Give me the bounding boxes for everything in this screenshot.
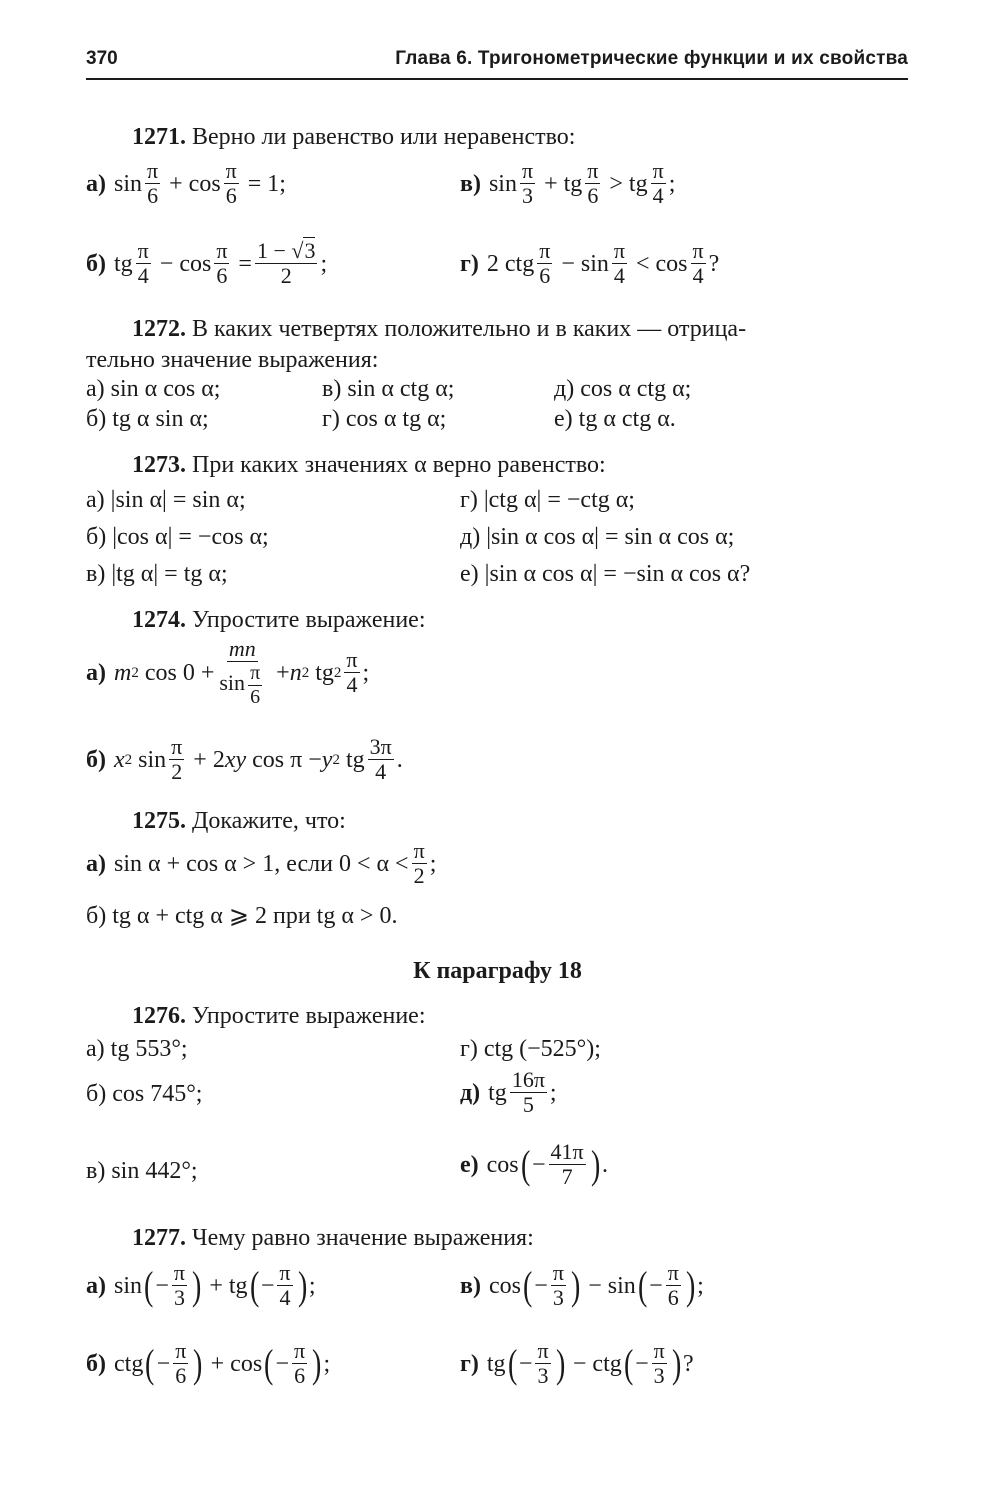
- item: е) tg α ctg α.: [554, 406, 676, 432]
- item-v: в) cos ( − π 3 ) − sin ( − π 6 ) ;: [460, 1260, 704, 1311]
- item-a: а) sin π 6 + cos π 6 = 1;: [86, 158, 286, 209]
- problem-number: 1275.: [132, 808, 186, 834]
- problem-prompt: Докажите, что:: [192, 808, 346, 834]
- item-a: а) sin α + cos α > 1, если 0 < α < π 2 ;: [86, 838, 437, 889]
- problem-1276-title: [132, 1003, 425, 1030]
- problem-1275-title: [132, 808, 346, 835]
- problem-number: 1273.: [132, 452, 186, 478]
- chapter-title: Глава 6. Тригонометрические функции и их свойства: [395, 48, 908, 69]
- problem-number: 1272.: [132, 316, 186, 342]
- item: б) cos 745°;: [86, 1081, 203, 1107]
- problem-number: 1276.: [132, 1003, 186, 1029]
- item-v: в) sin π 3 + tg π 6 > tg π 4 ;: [460, 158, 676, 209]
- item: а) |sin α| = sin α;: [86, 487, 246, 513]
- item-e: е) cos ( − 41π 7 ) .: [460, 1139, 608, 1190]
- problem-prompt: В каких четвертях положительно и в каких — отрица-: [192, 316, 747, 342]
- item: в) sin α ctg α;: [322, 376, 455, 402]
- item-a: а) sin ( − π 3 ) + tg ( − π 4 ) ;: [86, 1260, 316, 1311]
- page-number: 370: [86, 48, 118, 69]
- section-title: К параграфу 18: [413, 958, 582, 984]
- item: г) cos α tg α;: [322, 406, 447, 432]
- problem-prompt: Чему равно значение выражения:: [192, 1225, 534, 1251]
- item: г) ctg (−525°);: [460, 1036, 601, 1062]
- problem-prompt: Упростите выражение:: [192, 607, 426, 633]
- item: д) |sin α cos α| = sin α cos α;: [460, 524, 735, 550]
- page-header: [86, 42, 908, 80]
- item: д) cos α ctg α;: [554, 376, 692, 402]
- problem-1273-title: [132, 452, 606, 479]
- item-d: д) tg 16π 5 ;: [460, 1067, 557, 1118]
- item-b: б) ctg ( − π 6 ) + cos ( − π 6 ) ;: [86, 1338, 331, 1389]
- problem-number: 1274.: [132, 607, 186, 633]
- problem-prompt: При каких значениях α верно равенство:: [192, 452, 606, 478]
- problem-number: 1277.: [132, 1225, 186, 1251]
- item-a: а) m 2 cos 0 + mn sin $\frac{\pi}{6}$ + n 2 tg 2 π 4 ;: [86, 636, 370, 708]
- item: а) sin α cos α;: [86, 376, 221, 402]
- problem-1277-title: [132, 1225, 534, 1252]
- problem-1274-title: [132, 607, 425, 634]
- item: б) tg α sin α;: [86, 406, 209, 432]
- item-g: г) 2 ctg π 6 − sin π 4 < cos π 4 ?: [460, 238, 720, 289]
- item: б) |cos α| = −cos α;: [86, 524, 269, 550]
- item: а) tg 553°;: [86, 1036, 188, 1062]
- problem-prompt: Упростите выражение:: [192, 1003, 426, 1029]
- item-b: б) x 2 sin π 2 + 2 xy cos π − y 2 tg 3π 4 .: [86, 734, 403, 785]
- item: е) |sin α cos α| = −sin α cos α?: [460, 561, 751, 587]
- problem-1272-prompt-line2: тельно значение выражения:: [86, 347, 379, 373]
- problem-prompt: Верно ли равенство или неравенство:: [192, 124, 576, 150]
- item: в) sin 442°;: [86, 1158, 198, 1184]
- item: в) |tg α| = tg α;: [86, 561, 228, 587]
- item: г) |ctg α| = −ctg α;: [460, 487, 635, 513]
- item-b: б) tg π 4 − cos π 6 = 1 − √3 2 ;: [86, 238, 328, 289]
- problem-1272-title: [132, 316, 746, 343]
- item-b: б) tg α + ctg α ⩾ 2 при tg α > 0.: [86, 903, 398, 929]
- problem-1271-title: [132, 124, 575, 151]
- problem-number: 1271.: [132, 124, 186, 150]
- item-g: г) tg ( − π 3 ) − ctg ( − π 3 ) ?: [460, 1338, 694, 1389]
